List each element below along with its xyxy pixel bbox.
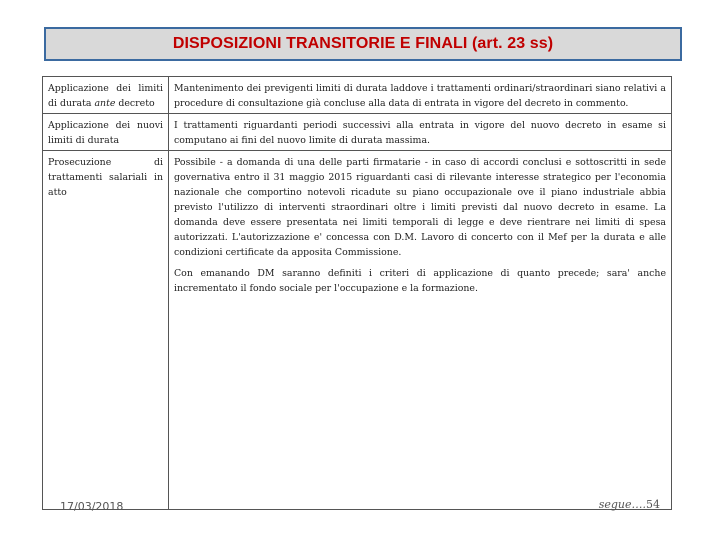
- provisions-table: [42, 76, 672, 510]
- row-description: [169, 77, 672, 114]
- row-label: [43, 77, 169, 114]
- row-label: Applicazione dei nuovi limiti di durata: [43, 114, 169, 151]
- page-title: DISPOSIZIONI TRANSITORIE E FINALI (art. 23 ss): [172, 35, 554, 52]
- row-paragraph: Con emanando DM saranno definiti i criteri di applicazione di quanto precede; sara' anche incrementato il fondo sociale per l'occupazione e la formazione.: [174, 268, 666, 294]
- row-paragraph: Mantenimento dei previgenti limiti di durata laddove i trattamenti ordinari/straordinari siano relativi a procedure di consultazione già concluse alla data di entrata in vigore del decreto in commento.: [174, 83, 666, 109]
- segue-label: segue….: [598, 498, 646, 511]
- page-number: 54: [646, 498, 660, 511]
- footer-page-indicator: [599, 498, 660, 511]
- table-row: [43, 114, 672, 151]
- row-label-emphasis: ante: [94, 98, 116, 109]
- table-row: [43, 151, 672, 510]
- row-description: [169, 151, 672, 510]
- table-row: [43, 77, 672, 114]
- row-label: Prosecuzione di trattamenti salariali in atto: [43, 151, 169, 510]
- row-description: [169, 114, 672, 151]
- row-paragraph: I trattamenti riguardanti periodi successivi alla entrata in vigore del nuovo decreto in esame si computano ai fini del nuovo limite di durata massima.: [174, 120, 666, 146]
- title-banner: [44, 27, 682, 61]
- row-paragraph: Possibile - a domanda di una delle parti firmatarie - in caso di accordi conclusi e sottoscritti in sede governativa entro il 31 maggio 2015 riguardanti casi di rilevante interesse strategico per l'economia nazionale che comportino notevoli ricadute su piano occupazionale ove il piano industriale abbia previsto l'utilizzo di interventi straordinari oltre i limiti previsti dal nuovo decreto in esame. La domanda deve essere presentata nei limiti temporali di legge e deve rientrare nei limiti di spesa autorizzati. L'autorizzazione e' concessa con D.M. Lavoro di concerto con il Mef per la durata e alle condizioni certificate da apposita Commissione.: [174, 157, 666, 258]
- row-label-text: Applicazione dei limiti di durata: [48, 83, 163, 109]
- row-label-text: decreto: [115, 98, 155, 109]
- footer-date: 17/03/2018: [60, 500, 124, 513]
